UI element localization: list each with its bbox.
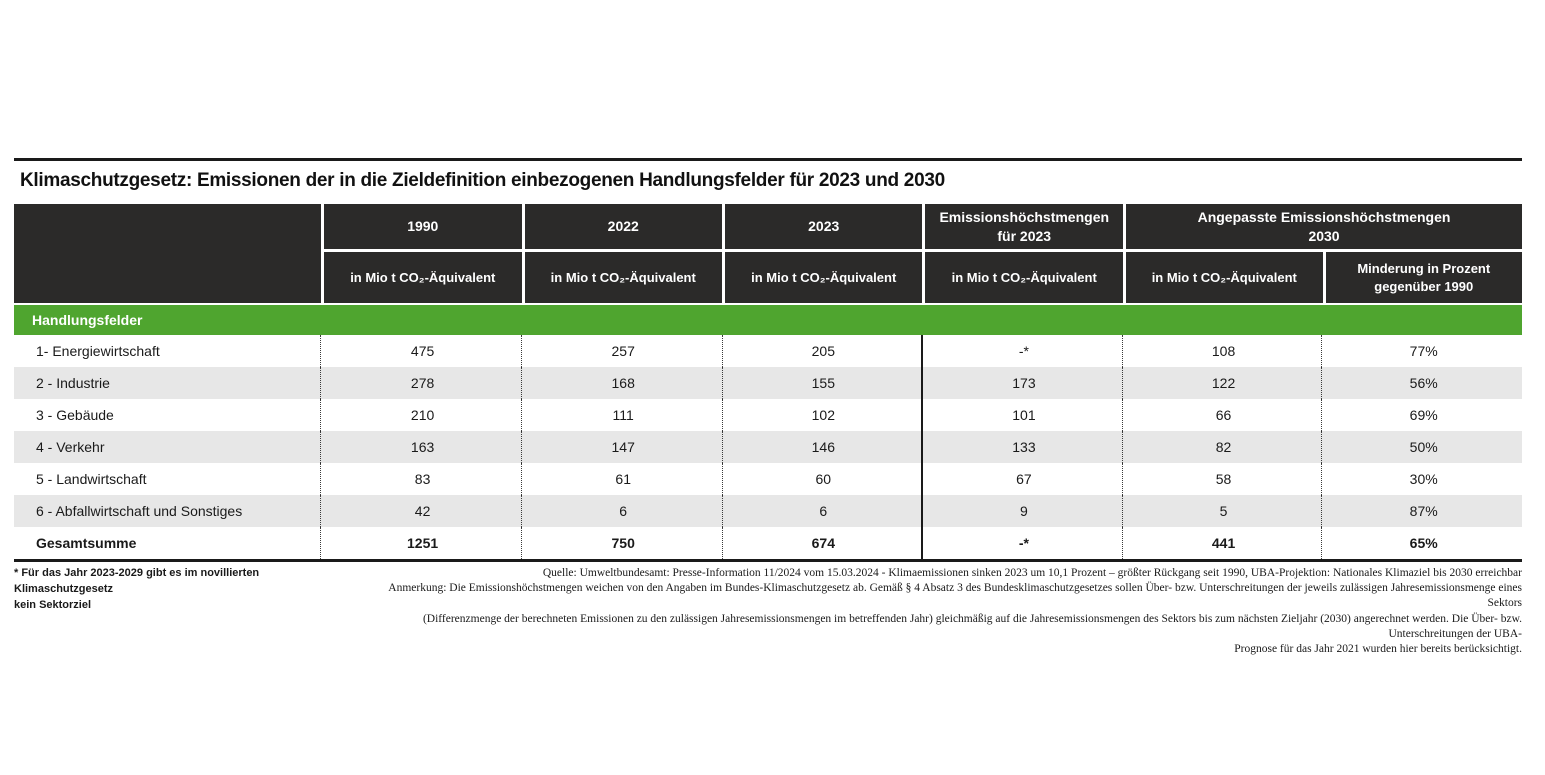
header-cell-empty: [14, 204, 321, 303]
cell-1990: 83: [324, 463, 522, 495]
table-row: [14, 335, 1522, 367]
total-1990: 1251: [324, 527, 522, 559]
cell-2023: 60: [726, 463, 924, 495]
cell-2023: 155: [726, 367, 924, 399]
header-cell-emissionshoechstmengen-2023: Emissionshöchstmengen für 2023: [925, 204, 1123, 249]
header-unit-ehm-2023: in Mio t CO₂-Äquivalent: [925, 252, 1123, 303]
header-unit-2022: in Mio t CO₂-Äquivalent: [525, 252, 722, 303]
cell-2022: 257: [525, 335, 723, 367]
cell-minderung: 77%: [1409, 343, 1438, 359]
cell-2030: 82: [1126, 431, 1323, 463]
header-cell-angepasste-2030: Angepasste Emissionshöchstmengen 2030: [1126, 204, 1522, 249]
cell-ehm-2023: 133: [926, 431, 1123, 463]
row-label: 3 - Gebäude: [14, 399, 321, 431]
cell-minderung: 87%: [1409, 503, 1438, 519]
footnote-line: kein Sektorziel: [14, 598, 92, 611]
cell-ehm-2023: 67: [926, 463, 1123, 495]
total-2022: 750: [525, 527, 723, 559]
total-minderung: 65%: [1409, 535, 1438, 551]
cell-ehm-2023: -*: [926, 335, 1123, 367]
top-rule: [14, 158, 1522, 161]
cell-1990: 42: [324, 495, 522, 527]
header-unit-2030: in Mio t CO₂-Äquivalent: [1126, 252, 1322, 303]
cell-2023: 102: [726, 399, 924, 431]
emissions-infographic: [14, 158, 1522, 657]
row-label: 2 - Industrie: [14, 367, 321, 399]
cell-2030: 66: [1126, 399, 1323, 431]
header-cell-2023: 2023: [725, 204, 922, 249]
cell-2030: 5: [1126, 495, 1323, 527]
cell-2022: 168: [525, 367, 723, 399]
source-line: Quelle: Umweltbundesamt: Presse-Information 11/2024 vom 15.03.2024 - Klimaemissionen sinken 2023 um 10,1 Prozent – größter Rückgang seit 1990, UBA-Projektion: Nationales Klimaziel bis 2030 erreichbar: [542, 567, 1522, 579]
cell-2030: 108: [1126, 335, 1323, 367]
cell-1990: 475: [324, 335, 522, 367]
cell-1990: 278: [324, 367, 522, 399]
row-label: 1- Energiewirtschaft: [14, 335, 321, 367]
table-total-row: [14, 527, 1522, 559]
cell-ehm-2023: 9: [926, 495, 1123, 527]
row-label: 6 - Abfallwirtschaft und Sonstiges: [14, 495, 321, 527]
total-ehm-2023: -*: [926, 527, 1123, 559]
cell-minderung: 50%: [1409, 439, 1438, 455]
section-row: [14, 305, 1522, 335]
table-row: [14, 463, 1522, 495]
section-label: Handlungsfelder: [32, 312, 143, 328]
cell-1990: 163: [324, 431, 522, 463]
row-label: 5 - Landwirtschaft: [14, 463, 321, 495]
bottom-rule: [14, 559, 1522, 562]
header-unit-1990: in Mio t CO₂-Äquivalent: [324, 252, 521, 303]
cell-2022: 111: [525, 399, 723, 431]
source-note: [344, 566, 1522, 657]
source-line: Anmerkung: Die Emissionshöchstmengen weichen von den Angaben im Bundes-Klimaschutzgesetz ab. Gemäß § 4 Absatz 3 des Bundesklimaschutzgesetzes sollen Über- bzw. Unterschreitungen der jeweils zulässigen Jahresemissionsmenge eines Sektors: [388, 582, 1522, 610]
total-2023: 674: [726, 527, 924, 559]
cell-1990: 210: [324, 399, 522, 431]
cell-2030: 122: [1126, 367, 1323, 399]
table-row: [14, 399, 1522, 431]
header-cell-1990: 1990: [324, 204, 521, 249]
header-cell-2022: 2022: [525, 204, 722, 249]
total-label: Gesamtsumme: [14, 527, 321, 559]
cell-2022: 6: [525, 495, 723, 527]
header-unit-2023: in Mio t CO₂-Äquivalent: [725, 252, 922, 303]
cell-ehm-2023: 101: [926, 399, 1123, 431]
table-body: [14, 335, 1522, 527]
table-row: [14, 431, 1522, 463]
cell-minderung: 56%: [1409, 375, 1438, 391]
table-header: [14, 204, 1522, 303]
cell-minderung: 30%: [1409, 471, 1438, 487]
footnote-line: * Für das Jahr 2023-2029 gibt es im novillierten Klimaschutzgesetz: [14, 567, 260, 595]
cell-minderung: 69%: [1409, 407, 1438, 423]
cell-ehm-2023: 173: [926, 367, 1123, 399]
source-line: (Differenzmenge der berechneten Emissionen zu den zulässigen Jahresemissionsmengen im betreffenden Jahr) gleichmäßig auf die Jahresemissionsmengen des Sektors bis zum nächsten Zieljahr (2030) angerechnet werden. Die Über- bzw. Unterschreitungen der UBA-: [422, 612, 1522, 640]
cell-2023: 146: [726, 431, 924, 463]
cell-2030: 58: [1126, 463, 1323, 495]
table-row: [14, 495, 1522, 527]
header-cell-minderung: Minderung in Prozent gegenüber 1990: [1326, 252, 1522, 303]
cell-2022: 147: [525, 431, 723, 463]
footnotes: [14, 566, 1522, 657]
table-row: [14, 367, 1522, 399]
total-2030: 441: [1126, 527, 1323, 559]
row-label: 4 - Verkehr: [14, 431, 321, 463]
source-line: Prognose für das Jahr 2021 wurden hier bereits berücksichtigt.: [1234, 642, 1522, 655]
footnote-sektorziel: [14, 566, 344, 614]
page-title: Klimaschutzgesetz: Emissionen der in die Zieldefinition einbezogenen Handlungsfelder für 2023 und 2030: [20, 170, 945, 191]
cell-2023: 205: [726, 335, 924, 367]
cell-2022: 61: [525, 463, 723, 495]
cell-2023: 6: [726, 495, 924, 527]
